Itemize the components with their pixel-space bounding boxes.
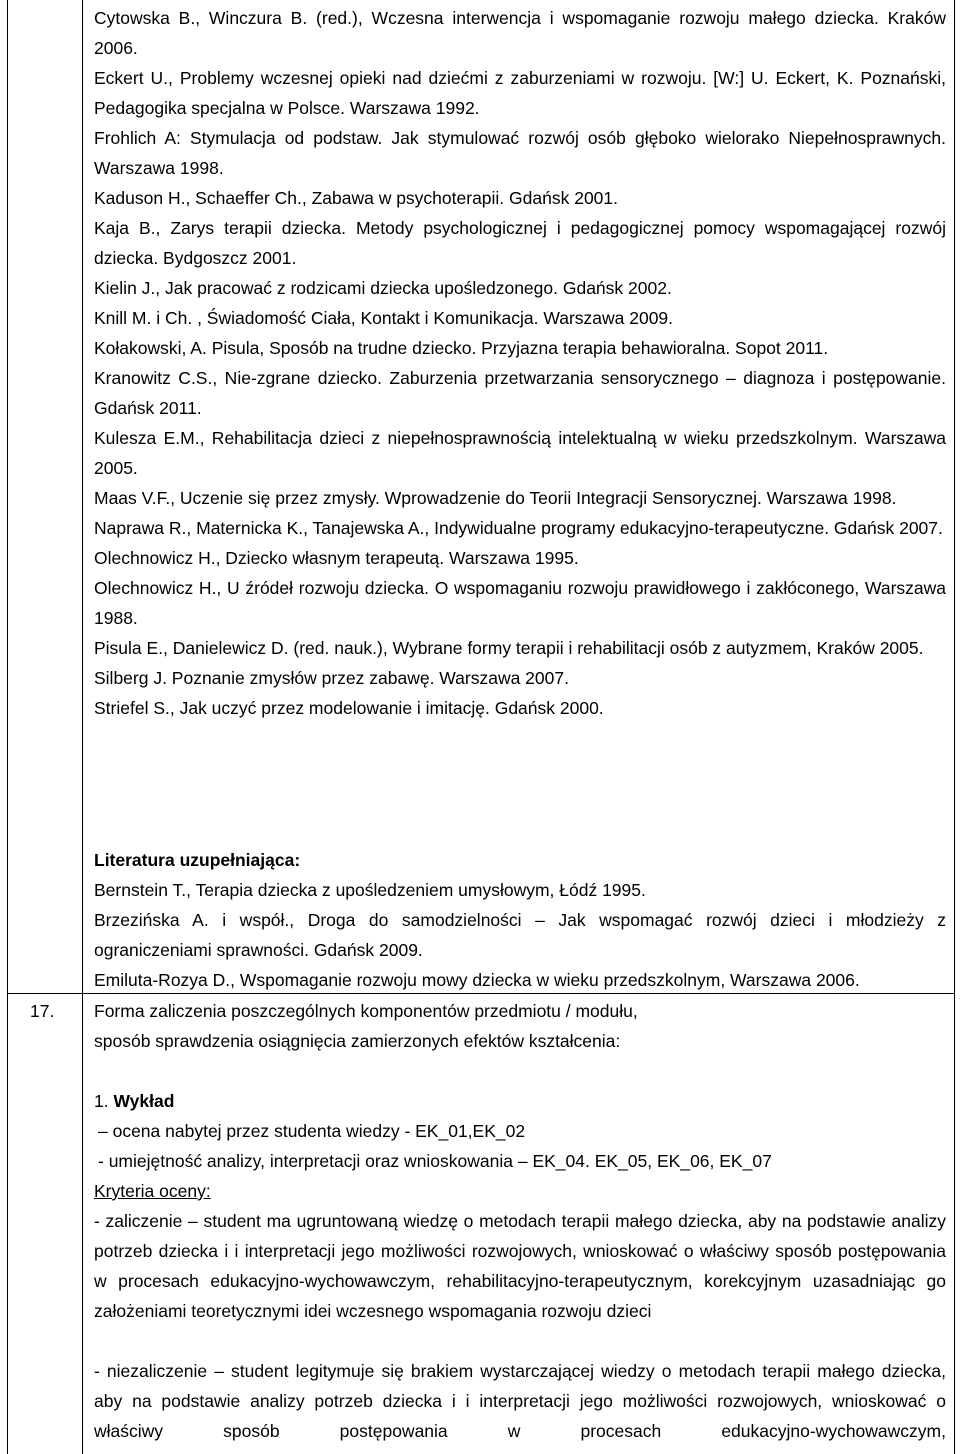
table-border-right <box>954 0 955 1454</box>
spacer <box>94 1056 946 1086</box>
pass-criteria: - zaliczenie – student ma ugruntowaną wiedzę o metodach terapii małego dziecka, aby na podstawie analizy potrzeb dziecka i i interpretacji jego możliwości rozwojowych, wnioskować o właściwy sposób postępowania w procesach edukacyjno-wychowawczym, rehabilitacyjno-terapeutycznym, korekcyjnym uzasadniając go założeniami teoretycznymi idei wczesnego wspomagania rozwoju dzieci <box>94 1211 946 1321</box>
fail-criteria: - niezaliczenie – student legitymuje się brakiem wystarczającej wiedzy o metodach terapii małego dziecka, aby na podstawie analizy potrzeb dziecka i i interpretacji jego możliwości rozwojowych, wnioskować o właściwy sposób postępowania w procesach edukacyjno-wychowawczym, <box>94 1361 946 1441</box>
literature-list <box>94 3 946 723</box>
literature-item: Kielin J., Jak pracować z rodzicami dziecka upośledzonego. Gdańsk 2002. <box>94 278 672 298</box>
assessment-item: - umiejętność analizy, interpretacji oraz wnioskowania – EK_04. EK_05, EK_06, EK_07 <box>98 1151 772 1171</box>
literature-item: Eckert U., Problemy wczesnej opieki nad dziećmi z zaburzeniami w rozwoju. [W:] U. Eckert, K. Poznański, Pedagogika specjalna w Polsce. Warszawa 1992. <box>94 68 946 118</box>
lecture-number: 1. <box>94 1091 109 1111</box>
literature-item: Kaja B., Zarys terapii dziecka. Metody psychologicznej i pedagogicznej pomocy wspomagającej rozwój dziecka. Bydgoszcz 2001. <box>94 218 946 268</box>
lecture-heading <box>94 1086 946 1116</box>
supplementary-item: Bernstein T., Terapia dziecka z upośledzeniem umysłowym, Łódź 1995. <box>94 880 646 900</box>
literature-item: Cytowska B., Winczura B. (red.), Wczesna interwencja i wspomaganie rozwoju małego dziecka. Kraków 2006. <box>94 8 946 58</box>
literature-item: Naprawa R., Maternicka K., Tanajewska A., Indywidualne programy edukacyjno-terapeutyczne. Gdańsk 2007. <box>94 518 943 538</box>
assessment-item: – ocena nabytej przez studenta wiedzy - EK_01,EK_02 <box>98 1121 526 1141</box>
section-title-line2: sposób sprawdzenia osiągnięcia zamierzonych efektów kształcenia: <box>94 1031 621 1051</box>
literature-item: Olechnowicz H., U źródeł rozwoju dziecka. O wspomaganiu rozwoju prawidłowego i zakłóconego, Warszawa 1988. <box>94 578 946 628</box>
literature-item: Maas V.F., Uczenie się przez zmysły. Wprowadzenie do Teorii Integracji Sensorycznej. Warszawa 1998. <box>94 488 897 508</box>
section-number: 17. <box>30 1001 55 1021</box>
literature-item: Kranowitz C.S., Nie-zgrane dziecko. Zaburzenia przetwarzania sensorycznego – diagnoza i postępowanie. Gdańsk 2011. <box>94 368 946 418</box>
supplementary-literature <box>94 845 946 995</box>
table-column-divider <box>82 0 83 1454</box>
criteria-label: Kryteria oceny: <box>94 1181 211 1201</box>
spacer <box>94 1326 946 1356</box>
literature-item: Pisula E., Danielewicz D. (red. nauk.), Wybrane formy terapii i rehabilitacji osób z autyzmem, Kraków 2005. <box>94 638 924 658</box>
literature-item: Striefel S., Jak uczyć przez modelowanie i imitację. Gdańsk 2000. <box>94 698 604 718</box>
literature-item: Kulesza E.M., Rehabilitacja dzieci z niepełnosprawnością intelektualną w wieku przedszkolnym. Warszawa 2005. <box>94 428 946 478</box>
supplementary-heading: Literatura uzupełniająca: <box>94 850 301 870</box>
literature-item: Kaduson H., Schaeffer Ch., Zabawa w psychoterapii. Gdańsk 2001. <box>94 188 619 208</box>
literature-item: Olechnowicz H., Dziecko własnym terapeutą. Warszawa 1995. <box>94 548 579 568</box>
table-border-left <box>7 0 8 1454</box>
literature-item: Frohlich A: Stymulacja od podstaw. Jak stymulować rozwój osób głęboko wielorako Niepełnosprawnych. Warszawa 1998. <box>94 128 946 178</box>
literature-item: Silberg J. Poznanie zmysłów przez zabawę. Warszawa 2007. <box>94 668 569 688</box>
section-17-content <box>94 996 946 1446</box>
supplementary-item: Brzezińska A. i współ., Droga do samodzielności – Jak wspomagać rozwój dzieci i młodzieży z ograniczeniami sprawności. Gdańsk 2009. <box>94 910 946 960</box>
supplementary-item: Emiluta-Rozya D., Wspomaganie rozwoju mowy dziecka w wieku przedszkolnym, Warszawa 2006. <box>94 970 860 990</box>
lecture-label: Wykład <box>113 1091 175 1111</box>
section-title-line1: Forma zaliczenia poszczególnych komponentów przedmiotu / modułu, <box>94 1001 638 1021</box>
literature-item: Kołakowski, A. Pisula, Sposób na trudne dziecko. Przyjazna terapia behawioralna. Sopot 2011. <box>94 338 829 358</box>
literature-item: Knill M. i Ch. , Świadomość Ciała, Kontakt i Komunikacja. Warszawa 2009. <box>94 308 674 328</box>
